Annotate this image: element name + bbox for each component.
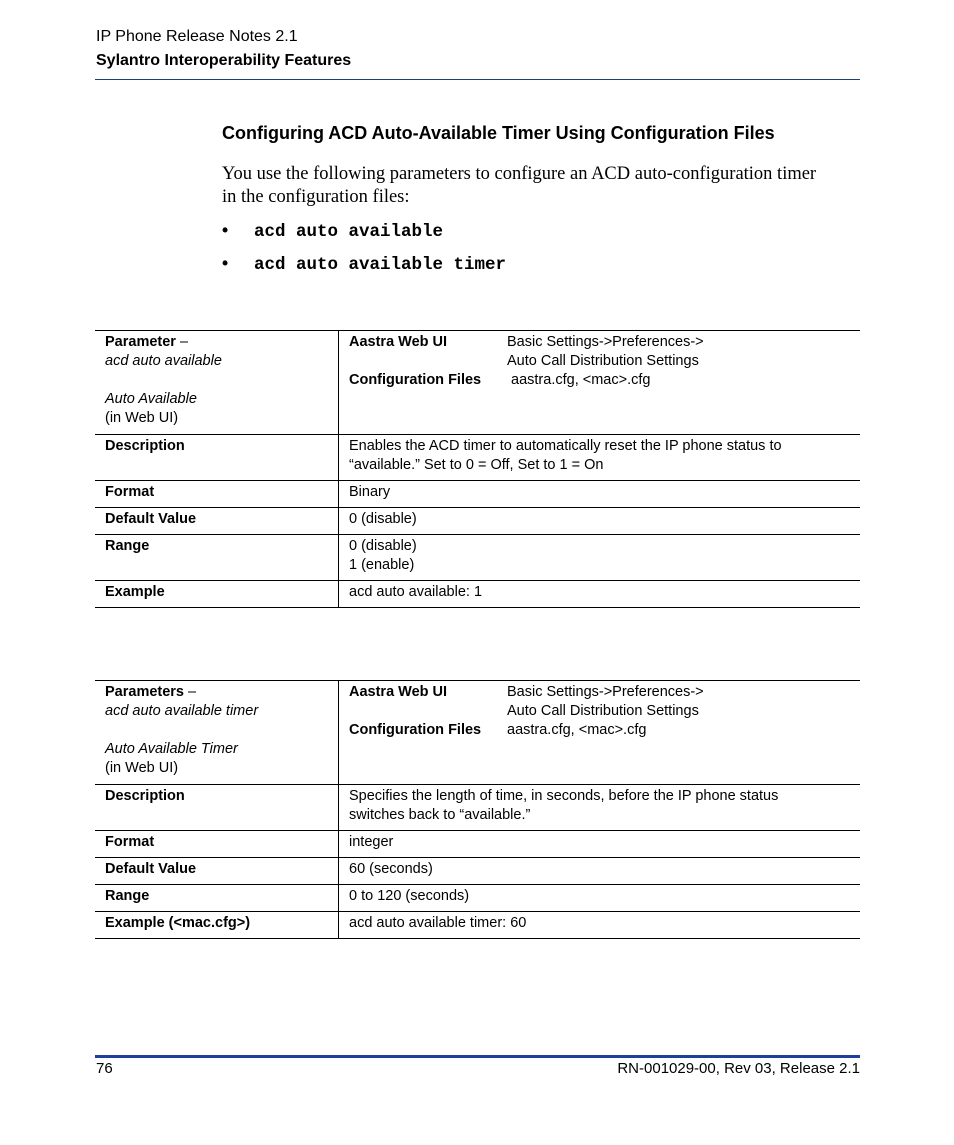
aastra-label: Aastra Web UI (349, 334, 448, 350)
aastra-value-1: Basic Settings->Preferences-> (507, 684, 704, 700)
row-value: 0 to 120 (seconds) (339, 885, 861, 912)
row-label: Range (95, 535, 339, 581)
table-row (95, 435, 860, 481)
row-label: Default Value (95, 508, 339, 535)
config-label: Configuration Files (349, 722, 482, 738)
table-row (95, 331, 860, 435)
webui-name: Auto Available Timer (105, 741, 238, 757)
location-table (349, 683, 850, 740)
row-value-line-2: “available.” Set to 0 = Off, Set to 1 = On (349, 457, 604, 473)
row-label: Format (95, 481, 339, 508)
table-row (95, 681, 860, 785)
table-row (95, 581, 860, 608)
section-title: Configuring ACD Auto-Available Timer Using Configuration Files (222, 123, 775, 143)
table-row (95, 885, 860, 912)
aastra-label: Aastra Web UI (349, 684, 448, 700)
row-value-line-1: Enables the ACD timer to automatically reset the IP phone status to (349, 438, 782, 454)
row-value: acd auto available: 1 (339, 581, 861, 608)
parameter-dash: – (184, 684, 197, 700)
webui-note: (in Web UI) (105, 760, 179, 776)
bullet-item (222, 220, 443, 242)
config-value: aastra.cfg, <mac>.cfg (507, 722, 647, 738)
bullet-item (222, 253, 506, 275)
webui-name: Auto Available (105, 391, 197, 407)
location-cell (339, 331, 861, 435)
row-label: Default Value (95, 858, 339, 885)
row-value: 60 (seconds) (339, 858, 861, 885)
aastra-value-1: Basic Settings->Preferences-> (507, 334, 704, 350)
parameter-cell (95, 681, 339, 785)
row-label: Range (95, 885, 339, 912)
parameter-name: acd auto available (105, 353, 222, 369)
footer-rule (95, 1055, 860, 1058)
webui-note: (in Web UI) (105, 410, 179, 426)
parameter-label: Parameters (105, 684, 184, 700)
table-row (95, 481, 860, 508)
document-id: RN-001029-00, Rev 03, Release 2.1 (617, 1060, 860, 1077)
row-value (339, 435, 861, 481)
row-value-line-1: Specifies the length of time, in seconds, before the IP phone status (349, 788, 779, 804)
aastra-value-2: Auto Call Distribution Settings (507, 353, 699, 369)
table-row (95, 831, 860, 858)
table-row (95, 912, 860, 939)
table-row (95, 785, 860, 831)
header-rule (95, 79, 860, 80)
row-label: Example (95, 581, 339, 608)
row-label: Description (95, 435, 339, 481)
row-label: Description (95, 785, 339, 831)
location-table (349, 333, 850, 390)
intro-line-1: You use the following parameters to configure an ACD auto-configuration timer (222, 164, 817, 184)
row-value-line-2: 1 (enable) (349, 557, 415, 573)
parameter-table-acd-auto-available-timer (95, 680, 860, 939)
row-label: Example (<mac.cfg>) (95, 912, 339, 939)
row-value (339, 785, 861, 831)
header-subtitle: Sylantro Interoperability Features (96, 52, 352, 69)
bullet-glyph: • (222, 220, 229, 240)
parameter-label: Parameter (105, 334, 176, 350)
table-row (95, 535, 860, 581)
intro-paragraph (222, 163, 862, 209)
row-label: Format (95, 831, 339, 858)
row-value: integer (339, 831, 861, 858)
parameter-table-acd-auto-available (95, 330, 860, 608)
parameter-cell (95, 331, 339, 435)
row-value (339, 535, 861, 581)
row-value: acd auto available timer: 60 (339, 912, 861, 939)
table-row (95, 858, 860, 885)
config-value: aastra.cfg, <mac>.cfg (507, 372, 651, 388)
aastra-value-2: Auto Call Distribution Settings (507, 703, 699, 719)
bullet-text: acd auto available (254, 222, 444, 242)
row-value: 0 (disable) (339, 508, 861, 535)
intro-line-2: in the configuration files: (222, 187, 410, 207)
page-number: 76 (96, 1060, 113, 1077)
row-value-line-1: 0 (disable) (349, 538, 417, 554)
bullet-text: acd auto available timer (254, 255, 507, 275)
config-label: Configuration Files (349, 372, 482, 388)
header-title: IP Phone Release Notes 2.1 (96, 28, 298, 45)
location-cell (339, 681, 861, 785)
parameter-dash: – (175, 334, 189, 350)
bullet-glyph: • (222, 253, 229, 273)
row-value-line-2: switches back to “available.” (349, 807, 531, 823)
row-value: Binary (339, 481, 861, 508)
parameter-name: acd auto available timer (105, 703, 259, 719)
table-row (95, 508, 860, 535)
